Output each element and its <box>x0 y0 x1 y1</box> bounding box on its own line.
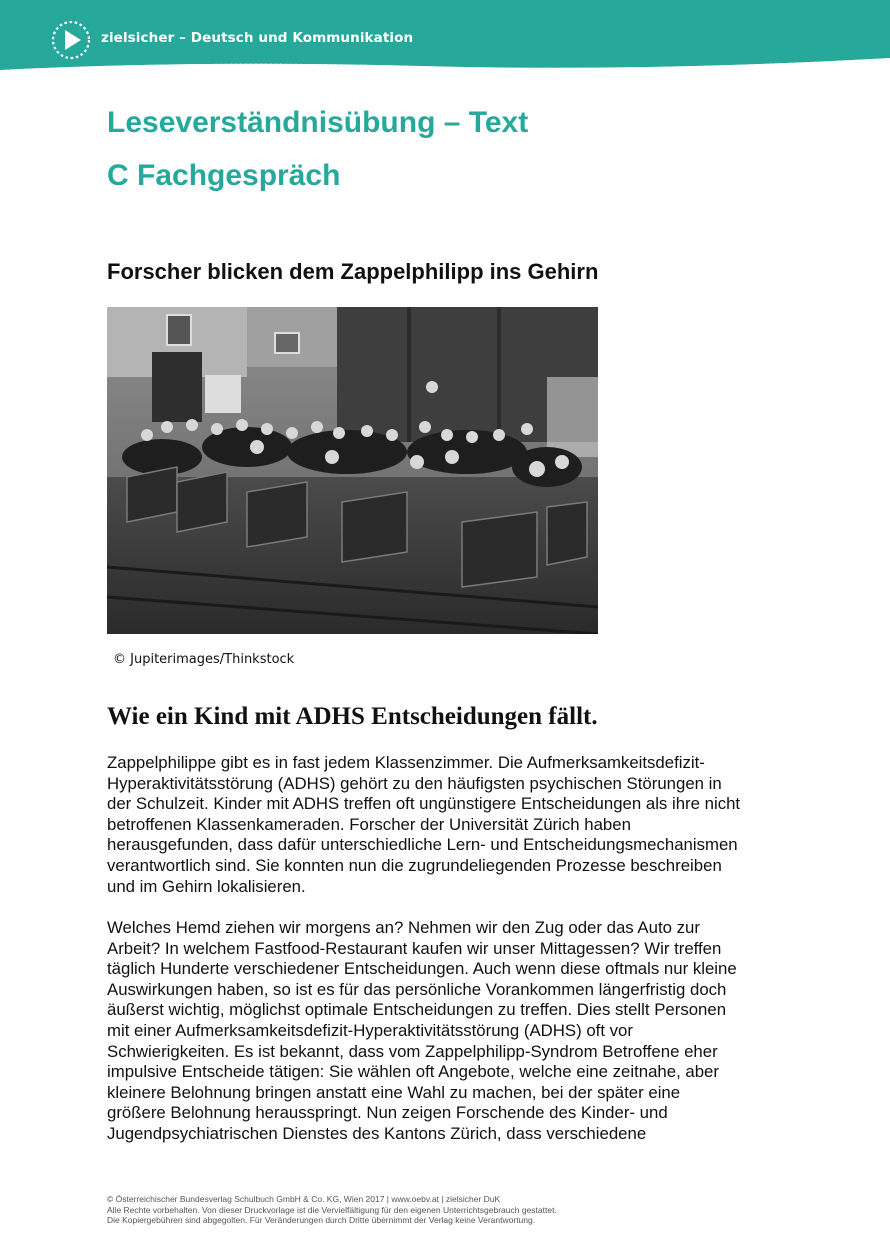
paragraph-line: kleinere Belohnung bringen anstatt eine Wahl zu machen, bei der später eine <box>107 1082 681 1102</box>
header-band <box>0 0 890 75</box>
paragraph-line: Welches Hemd ziehen wir morgens an? Nehmen wir den Zug oder das Auto zur <box>107 918 700 937</box>
page-subtitle: C Fachgespräch <box>107 159 341 192</box>
footer-line: Alle Rechte vorbehalten. Von dieser Druckvorlage ist die Vervielfältigung für den eigenen Unterrichtsgebrauch gestattet. <box>107 1204 557 1215</box>
paragraph-line: herausgefunden, dass dafür unterschiedliche Lern- und Entscheidungsmechanismen <box>107 835 738 855</box>
paragraph-line: größere Belohnung herausspringt. Nun zeigen Forschende des Kinder- und <box>107 1103 668 1123</box>
photo-credit: © Jupiterimages/Thinkstock <box>113 652 295 667</box>
page-title: Leseverständnisübung – Text <box>107 106 529 139</box>
footer-line: Die Kopiergebühren sind abgegolten. Für Veränderungen durch Dritte übernimmt der Verlag keine Verantwortung. <box>107 1215 536 1226</box>
paragraph-line: und im Gehirn lokalisieren. <box>107 876 306 896</box>
paragraph-line: verantwortlich sind. Sie konnten nun die zugrundeliegenden Prozesse beschreiben <box>107 855 722 875</box>
paragraph-line: der Schulzeit. Kinder mit ADHS treffen oft ungünstigere Entscheidungen als ihre nicht <box>107 794 741 814</box>
classroom-photo <box>107 307 598 634</box>
classroom-photo-illustration <box>107 307 598 634</box>
paragraph-line: äußerst wichtig, möglichst optimale Entscheidungen zu treffen. Dies stellt Personen <box>107 1000 727 1020</box>
copyright-footer <box>107 1194 557 1226</box>
paragraph-1 <box>107 753 797 897</box>
footer-line: © Österreichischer Bundesverlag Schulbuch GmbH & Co. KG, Wien 2017 | www.oebv.at | zielsicher DuK <box>107 1194 501 1204</box>
section-heading: Wie ein Kind mit ADHS Entscheidungen fällt. <box>107 703 598 730</box>
paragraph-line: Hyperaktivitätsstörung (ADHS) gehört zu den häufigsten psychischen Störungen in <box>107 773 722 793</box>
paragraph-line: Schwierigkeiten. Es ist bekannt, dass vom Zappelphilipp-Syndrom Betroffene eher <box>107 1041 718 1061</box>
article-title: Forscher blicken dem Zappelphilipp ins Gehirn <box>107 259 599 284</box>
paragraph-2 <box>107 918 797 1145</box>
paragraph-line: Zappelphilippe gibt es in fast jedem Klassenzimmer. Die Aufmerksamkeitsdefizit- <box>107 753 705 772</box>
paragraph-line: betroffenen Klassenkameraden. Forscher der Universität Zürich haben <box>107 814 631 834</box>
paragraph-line: Jugendpsychiatrischen Dienstes des Kantons Zürich, dass verschiedene <box>107 1123 647 1143</box>
paragraph-line: mit einer Aufmerksamkeitsdefizit-Hyperaktivitätsstörung (ADHS) oft vor <box>107 1020 633 1040</box>
paragraph-line: täglich Hunderte verschiedener Entscheidungen. Auch wenn diese oftmals nur kleine <box>107 959 737 979</box>
paragraph-line: impulsive Entscheide tätigen: Sie wählen oft Angebote, welche eine zeitnahe, aber <box>107 1062 719 1082</box>
paragraph-line: Auswirkungen haben, so ist es für das persönliche Vorankommen längerfristig doch <box>107 979 727 999</box>
paragraph-line: Arbeit? In welchem Fastfood-Restaurant kaufen wir unser Mittagessen? Wir treffen <box>107 938 722 958</box>
brand-name: zielsicher – Deutsch und Kommunikation <box>101 30 414 46</box>
play-circle-icon <box>50 19 92 61</box>
